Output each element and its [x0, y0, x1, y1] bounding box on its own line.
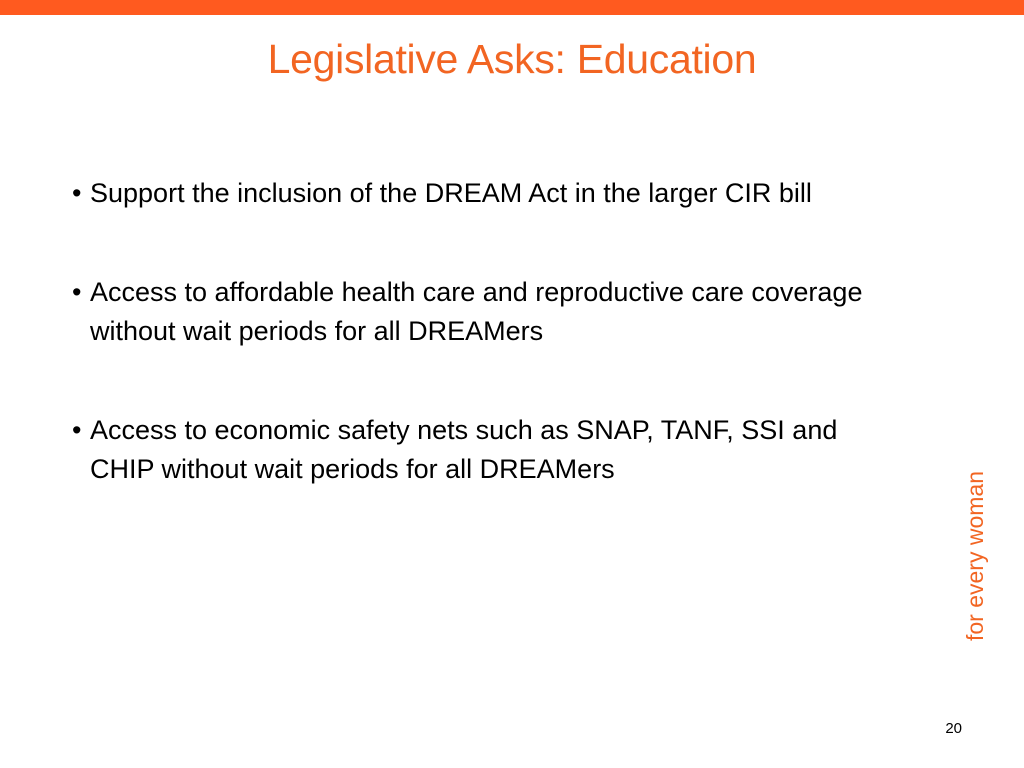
bullet-text: Support the inclusion of the DREAM Act in the larger CIR bill: [90, 178, 812, 208]
bullet-item: [72, 411, 902, 489]
bullet-list: [72, 174, 902, 549]
top-accent-bar: [0, 0, 1024, 15]
bullet-marker: •: [72, 178, 82, 208]
bullet-marker: •: [72, 277, 82, 307]
bullet-marker: •: [72, 415, 82, 445]
vertical-tagline: for every woman: [962, 470, 988, 642]
bullet-item: [72, 273, 902, 351]
page-number: 20: [945, 720, 962, 737]
slide-title: Legislative Asks: Education: [267, 36, 757, 82]
bullet-text: Access to affordable health care and reproductive care coverage without wait periods for all DREAMers: [90, 277, 863, 346]
bullet-text: Access to economic safety nets such as SNAP, TANF, SSI and CHIP without wait periods for all DREAMers: [90, 415, 838, 484]
bullet-item: [72, 174, 902, 213]
